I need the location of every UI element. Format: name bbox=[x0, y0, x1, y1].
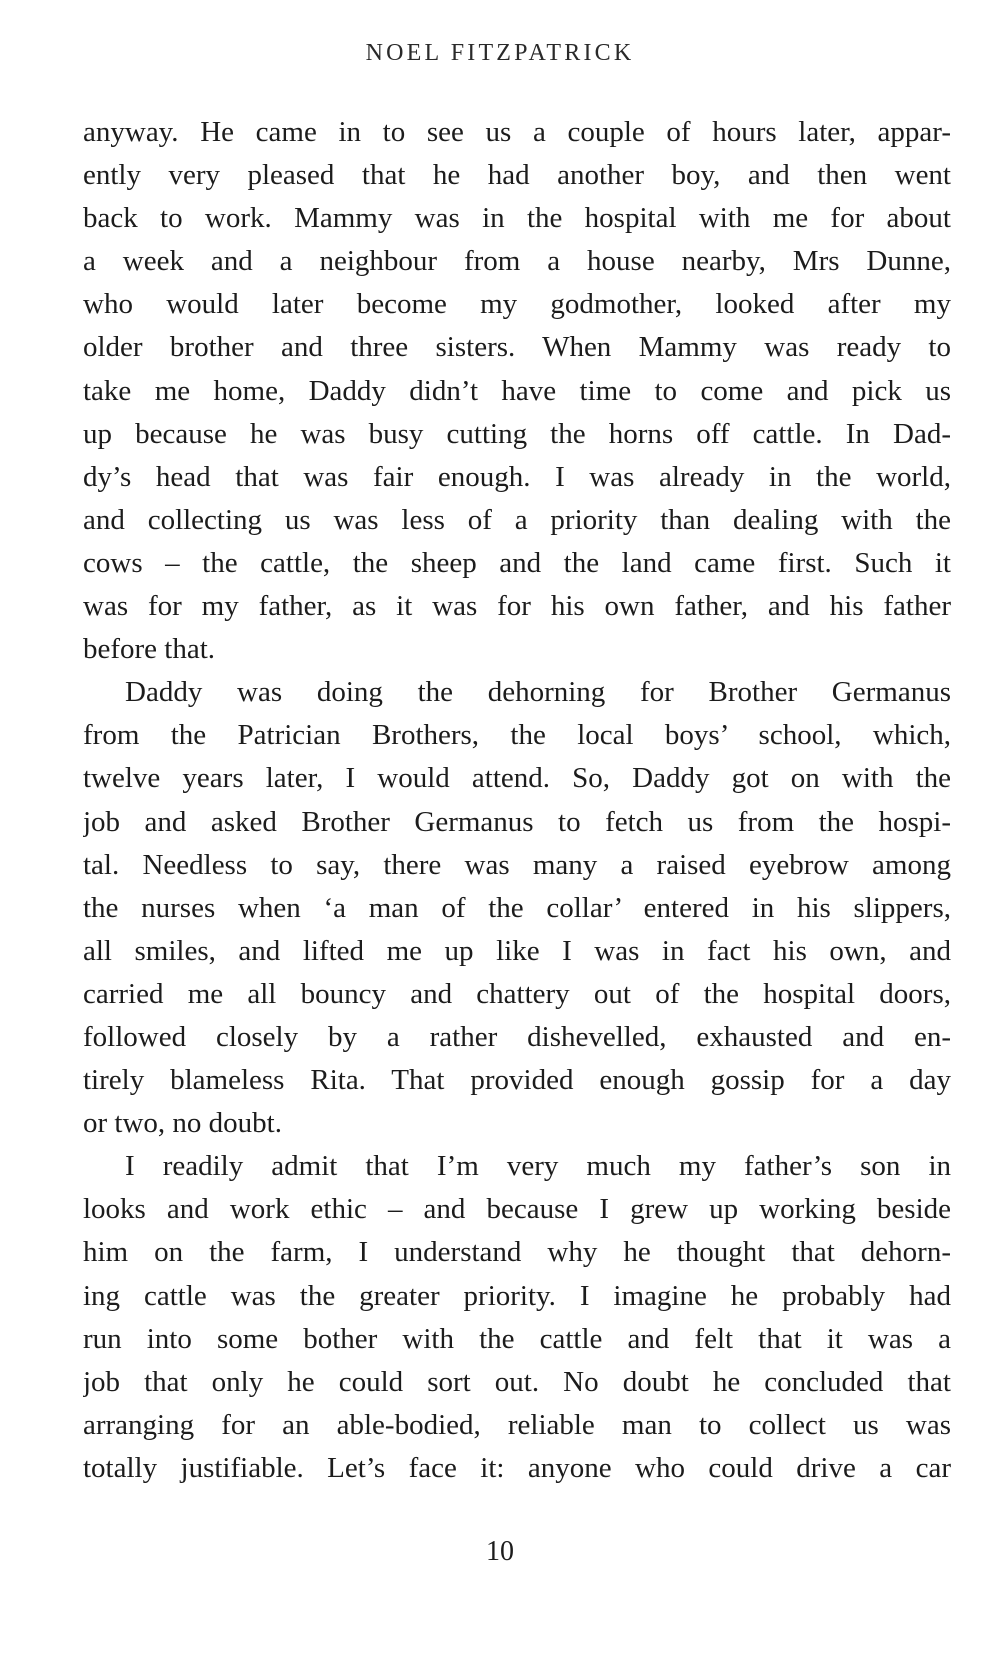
text-line: ing cattle was the greater priority. I imagine he probably had bbox=[83, 1279, 951, 1312]
text-line: job and asked Brother Germanus to fetch us from the hospi- bbox=[83, 805, 951, 838]
text-line: job that only he could sort out. No doubt he concluded that bbox=[83, 1365, 951, 1398]
paragraph-3 bbox=[83, 1145, 951, 1490]
text-line: was for my father, as it was for his own father, and his father bbox=[83, 590, 951, 623]
text-line: who would later become my godmother, looked after my bbox=[83, 288, 951, 321]
text-line: carried me all bouncy and chattery out of the hospital doors, bbox=[83, 977, 951, 1010]
text-line: totally justifiable. Let’s face it: anyone who could drive a car bbox=[83, 1451, 951, 1484]
text-line: twelve years later, I would attend. So, Daddy got on with the bbox=[83, 762, 951, 795]
text-line: and collecting us was less of a priority than dealing with the bbox=[83, 503, 951, 536]
text-line: I readily admit that I’m very much my father’s son in bbox=[125, 1150, 951, 1183]
body-text bbox=[83, 111, 951, 1490]
text-line: looks and work ethic – and because I grew up working beside bbox=[83, 1193, 951, 1226]
text-line: or two, no doubt. bbox=[83, 1107, 282, 1140]
text-line: the nurses when ‘a man of the collar’ entered in his slippers, bbox=[83, 891, 951, 924]
text-line: followed closely by a rather dishevelled, exhausted and en- bbox=[83, 1020, 951, 1053]
text-line: tal. Needless to say, there was many a raised eyebrow among bbox=[83, 848, 951, 881]
running-head: NOEL FITZPATRICK bbox=[365, 40, 635, 66]
text-line: arranging for an able-bodied, reliable man to collect us was bbox=[83, 1408, 951, 1441]
text-line: run into some bother with the cattle and felt that it was a bbox=[83, 1322, 951, 1355]
text-line: Daddy was doing the dehorning for Brother Germanus bbox=[125, 676, 951, 709]
paragraph-1 bbox=[83, 111, 951, 671]
text-line: ently very pleased that he had another boy, and then went bbox=[83, 159, 951, 192]
text-line: before that. bbox=[83, 633, 216, 666]
text-line: tirely blameless Rita. That provided enough gossip for a day bbox=[83, 1064, 951, 1097]
text-line: older brother and three sisters. When Mammy was ready to bbox=[83, 331, 951, 364]
text-line: cows – the cattle, the sheep and the land came first. Such it bbox=[83, 546, 951, 579]
text-line: back to work. Mammy was in the hospital with me for about bbox=[83, 202, 951, 235]
text-line: anyway. He came in to see us a couple of hours later, appar- bbox=[83, 116, 951, 148]
text-line: take me home, Daddy didn’t have time to come and pick us bbox=[83, 374, 951, 407]
text-line: all smiles, and lifted me up like I was in fact his own, and bbox=[83, 934, 951, 967]
text-line: a week and a neighbour from a house nearby, Mrs Dunne, bbox=[83, 245, 951, 278]
text-line: up because he was busy cutting the horns off cattle. In Dad- bbox=[83, 417, 951, 450]
text-line: dy’s head that was fair enough. I was already in the world, bbox=[83, 460, 951, 493]
text-line: him on the farm, I understand why he thought that dehorn- bbox=[83, 1236, 951, 1269]
page-number: 10 bbox=[486, 1536, 514, 1567]
text-line: from the Patrician Brothers, the local boys’ school, which, bbox=[83, 719, 951, 752]
paragraph-2 bbox=[83, 671, 951, 1145]
